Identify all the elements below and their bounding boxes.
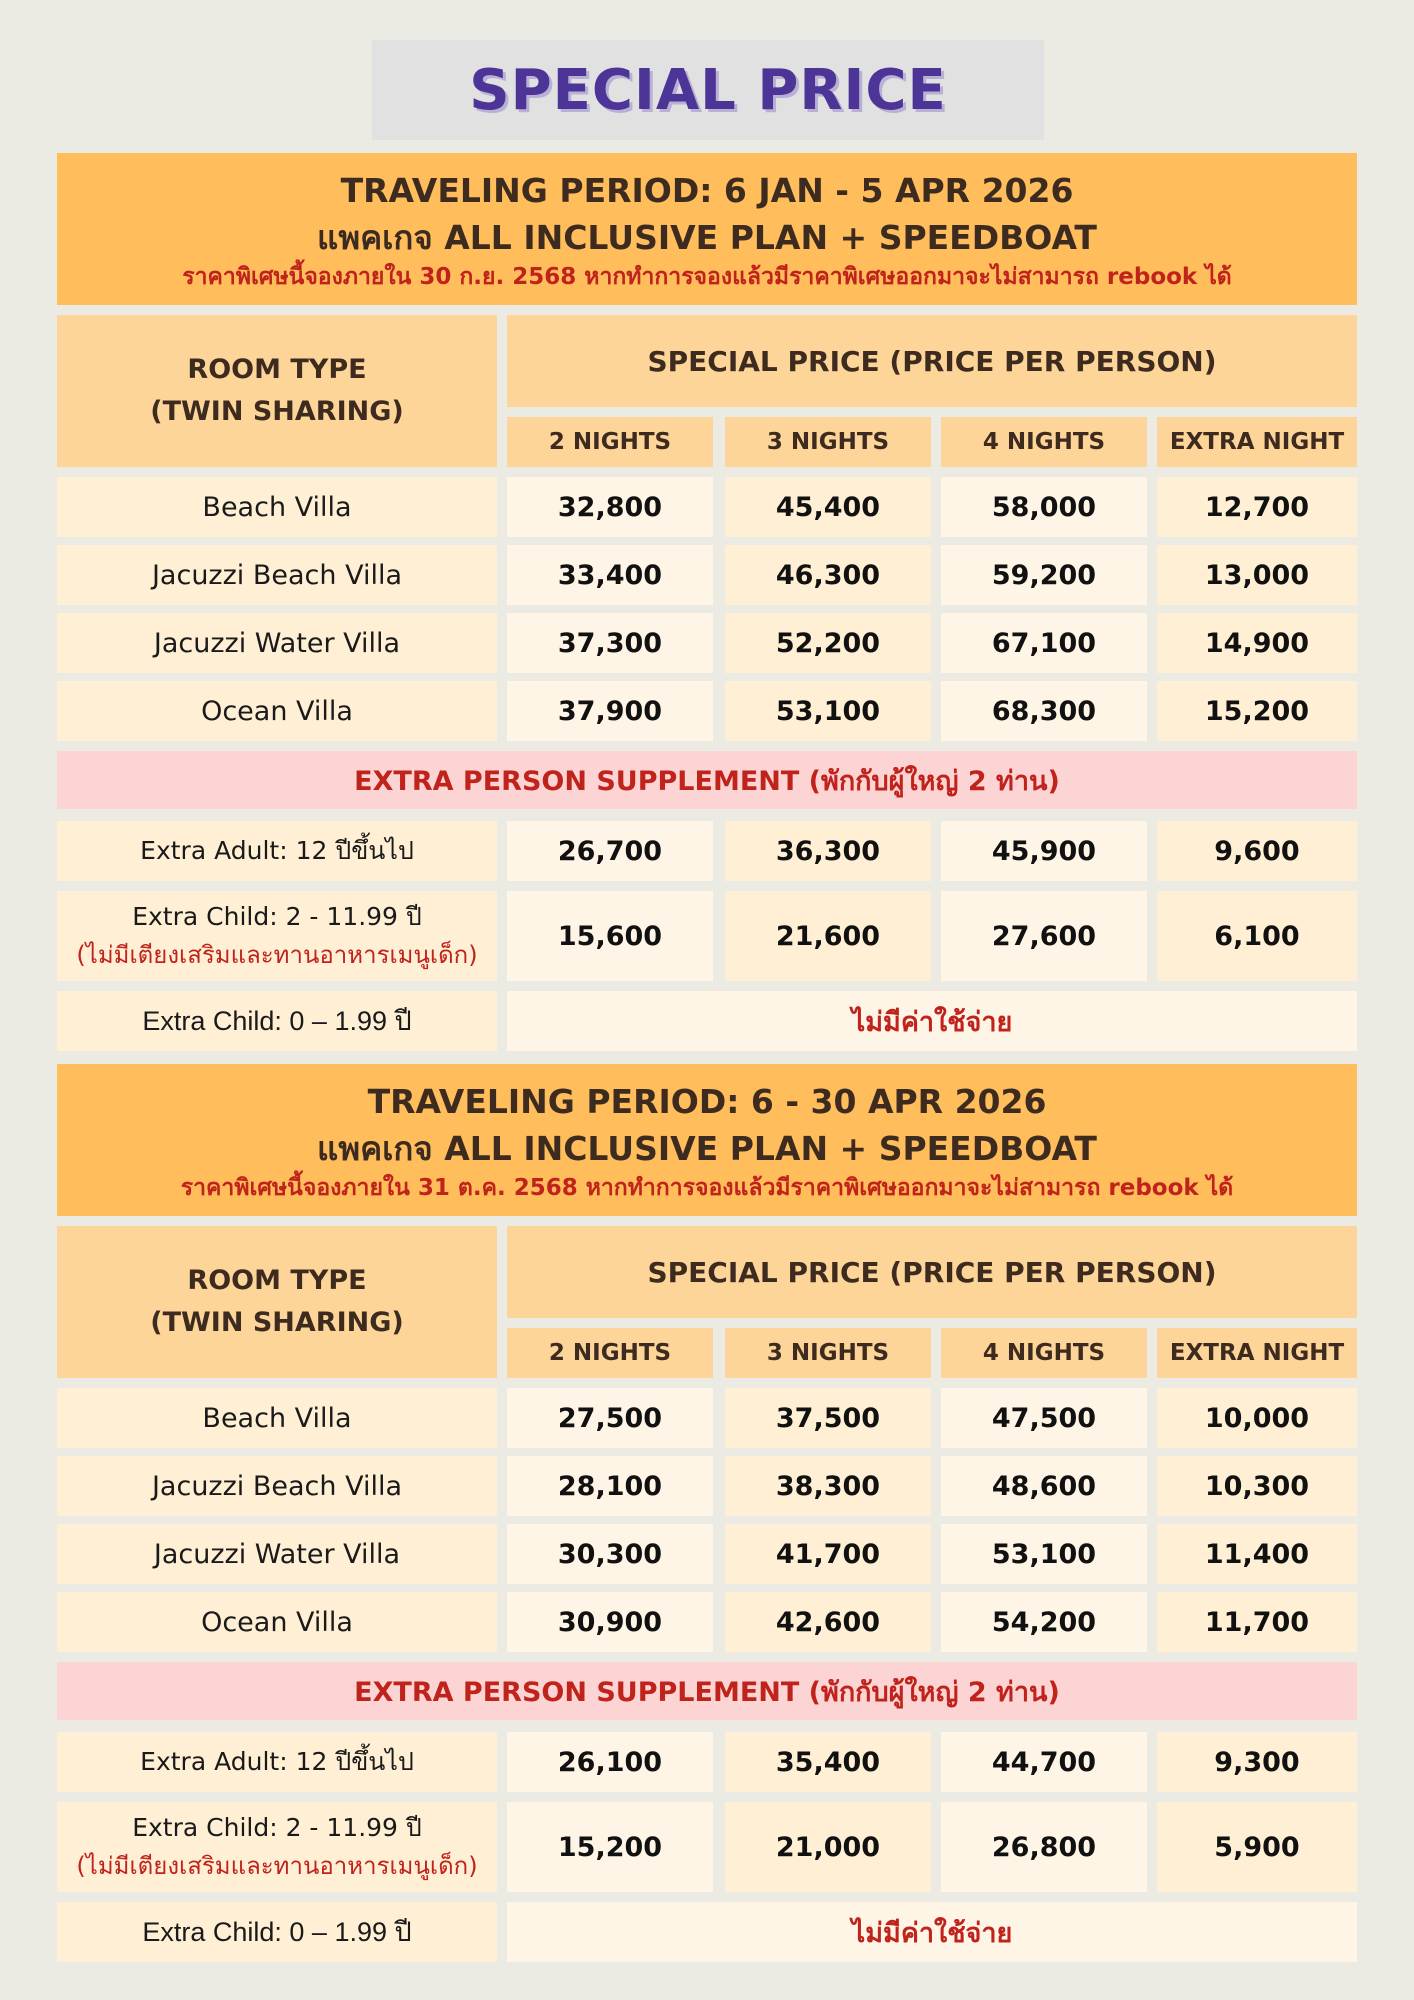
price-cell: 11,400 — [1157, 1524, 1357, 1584]
price-cell: 33,400 — [507, 545, 713, 605]
price-cell: 41,700 — [725, 1524, 931, 1584]
price-cell: 47,500 — [941, 1388, 1147, 1448]
extra-child-label — [57, 1802, 497, 1892]
price-cell: 30,300 — [507, 1524, 713, 1584]
extra-child-price: 27,600 — [941, 891, 1147, 981]
price-cell: 32,800 — [507, 477, 713, 537]
extra-child-note: (ไม่มีเตียงเสริมและทานอาหารเมนูเด็ก) — [76, 1852, 478, 1880]
extra-child-price: 21,600 — [725, 891, 931, 981]
traveling-period: TRAVELING PERIOD: 6 JAN - 5 APR 2026 — [340, 171, 1074, 210]
price-cell: 37,900 — [507, 681, 713, 741]
extra-child-price: 15,600 — [507, 891, 713, 981]
price-cell: 48,600 — [941, 1456, 1147, 1516]
extra-adult-label: Extra Adult: 12 ปีขึ้นไป — [57, 821, 497, 881]
extra-adult-price: 26,100 — [507, 1732, 713, 1792]
extra-adult-price: 36,300 — [725, 821, 931, 881]
room-type-header-line2: (TWIN SHARING) — [150, 1307, 404, 1338]
night-header: 3 NIGHTS — [725, 417, 931, 467]
booking-note: ราคาพิเศษนี้จองภายใน 30 ก.ย. 2568 หากทำการจองแล้วมีราคาพิเศษออกมาจะไม่สามารถ rebook ได้ — [182, 264, 1232, 290]
price-cell: 14,900 — [1157, 613, 1357, 673]
price-cell: 67,100 — [941, 613, 1147, 673]
price-cell: 58,000 — [941, 477, 1147, 537]
extra-infant-label — [57, 1902, 497, 1962]
room-name: Jacuzzi Water Villa — [57, 613, 497, 673]
extra-adult-price: 9,300 — [1157, 1732, 1357, 1792]
extra-infant-label — [57, 991, 497, 1051]
price-cell: 13,000 — [1157, 545, 1357, 605]
extra-adult-price: 9,600 — [1157, 821, 1357, 881]
section-header — [57, 1064, 1357, 1216]
room-name: Jacuzzi Beach Villa — [57, 545, 497, 605]
extra-child-note: (ไม่มีเตียงเสริมและทานอาหารเมนูเด็ก) — [76, 941, 478, 969]
extra-infant-label-text: Extra Child: 0 – 1.99 ปี — [142, 1006, 412, 1036]
room-type-header-line1: ROOM TYPE — [187, 1265, 367, 1296]
extra-child-label — [57, 891, 497, 981]
room-type-header — [57, 315, 497, 467]
night-header: 3 NIGHTS — [725, 1328, 931, 1378]
room-name: Ocean Villa — [57, 1592, 497, 1652]
price-cell: 45,400 — [725, 477, 931, 537]
price-cell: 53,100 — [941, 1524, 1147, 1584]
price-cell: 12,700 — [1157, 477, 1357, 537]
section-header — [57, 153, 1357, 305]
room-name: Beach Villa — [57, 477, 497, 537]
price-cell: 54,200 — [941, 1592, 1147, 1652]
price-cell: 59,200 — [941, 545, 1147, 605]
price-cell: 46,300 — [725, 545, 931, 605]
extra-child-price: 6,100 — [1157, 891, 1357, 981]
room-name: Jacuzzi Beach Villa — [57, 1456, 497, 1516]
price-cell: 42,600 — [725, 1592, 931, 1652]
pricing-section-2 — [57, 1064, 1357, 1964]
price-cell: 10,000 — [1157, 1388, 1357, 1448]
night-header: 2 NIGHTS — [507, 417, 713, 467]
package-name: แพคเกจ ALL INCLUSIVE PLAN + SPEEDBOAT — [317, 218, 1097, 257]
room-type-header-line2: (TWIN SHARING) — [150, 396, 404, 427]
extra-child-price: 5,900 — [1157, 1802, 1357, 1892]
no-charge-note: ไม่มีค่าใช้จ่าย — [507, 991, 1357, 1051]
extra-adult-price: 44,700 — [941, 1732, 1147, 1792]
night-header: 4 NIGHTS — [941, 1328, 1147, 1378]
price-cell: 11,700 — [1157, 1592, 1357, 1652]
price-cell: 28,100 — [507, 1456, 713, 1516]
price-cell: 15,200 — [1157, 681, 1357, 741]
price-cell: 37,300 — [507, 613, 713, 673]
booking-note: ราคาพิเศษนี้จองภายใน 31 ต.ค. 2568 หากทำการจองแล้วมีราคาพิเศษออกมาจะไม่สามารถ rebook ได้ — [180, 1175, 1234, 1201]
price-cell: 68,300 — [941, 681, 1147, 741]
night-header: EXTRA NIGHT — [1157, 1328, 1357, 1378]
special-price-header: SPECIAL PRICE (PRICE PER PERSON) — [507, 315, 1357, 407]
extra-adult-price: 26,700 — [507, 821, 713, 881]
extra-child-price: 21,000 — [725, 1802, 931, 1892]
extra-adult-price: 35,400 — [725, 1732, 931, 1792]
extra-child-label-text: Extra Child: 2 - 11.99 ปี — [132, 1813, 422, 1842]
package-name: แพคเกจ ALL INCLUSIVE PLAN + SPEEDBOAT — [317, 1129, 1097, 1168]
night-header: 2 NIGHTS — [507, 1328, 713, 1378]
price-cell: 27,500 — [507, 1388, 713, 1448]
extra-infant-label-text: Extra Child: 0 – 1.99 ปี — [142, 1917, 412, 1947]
price-cell: 53,100 — [725, 681, 931, 741]
room-name: Beach Villa — [57, 1388, 497, 1448]
extra-adult-label: Extra Adult: 12 ปีขึ้นไป — [57, 1732, 497, 1792]
traveling-period: TRAVELING PERIOD: 6 - 30 APR 2026 — [367, 1082, 1047, 1121]
night-header: EXTRA NIGHT — [1157, 417, 1357, 467]
extra-person-supplement-header: EXTRA PERSON SUPPLEMENT (พักกับผู้ใหญ่ 2 ท่าน) — [57, 751, 1357, 809]
room-name: Ocean Villa — [57, 681, 497, 741]
extra-child-price: 15,200 — [507, 1802, 713, 1892]
extra-adult-price: 45,900 — [941, 821, 1147, 881]
no-charge-note: ไม่มีค่าใช้จ่าย — [507, 1902, 1357, 1962]
room-type-header — [57, 1226, 497, 1378]
room-name: Jacuzzi Water Villa — [57, 1524, 497, 1584]
price-cell: 52,200 — [725, 613, 931, 673]
price-cell: 30,900 — [507, 1592, 713, 1652]
extra-child-price: 26,800 — [941, 1802, 1147, 1892]
extra-child-label-text: Extra Child: 2 - 11.99 ปี — [132, 902, 422, 931]
price-cell: 10,300 — [1157, 1456, 1357, 1516]
pricing-section-1 — [57, 153, 1357, 1053]
night-header: 4 NIGHTS — [941, 417, 1147, 467]
extra-person-supplement-header: EXTRA PERSON SUPPLEMENT (พักกับผู้ใหญ่ 2 ท่าน) — [57, 1662, 1357, 1720]
room-type-header-line1: ROOM TYPE — [187, 354, 367, 385]
page-title: SPECIAL PRICE — [469, 57, 947, 123]
special-price-header: SPECIAL PRICE (PRICE PER PERSON) — [507, 1226, 1357, 1318]
page-title-box — [372, 40, 1044, 140]
price-cell: 37,500 — [725, 1388, 931, 1448]
price-cell: 38,300 — [725, 1456, 931, 1516]
